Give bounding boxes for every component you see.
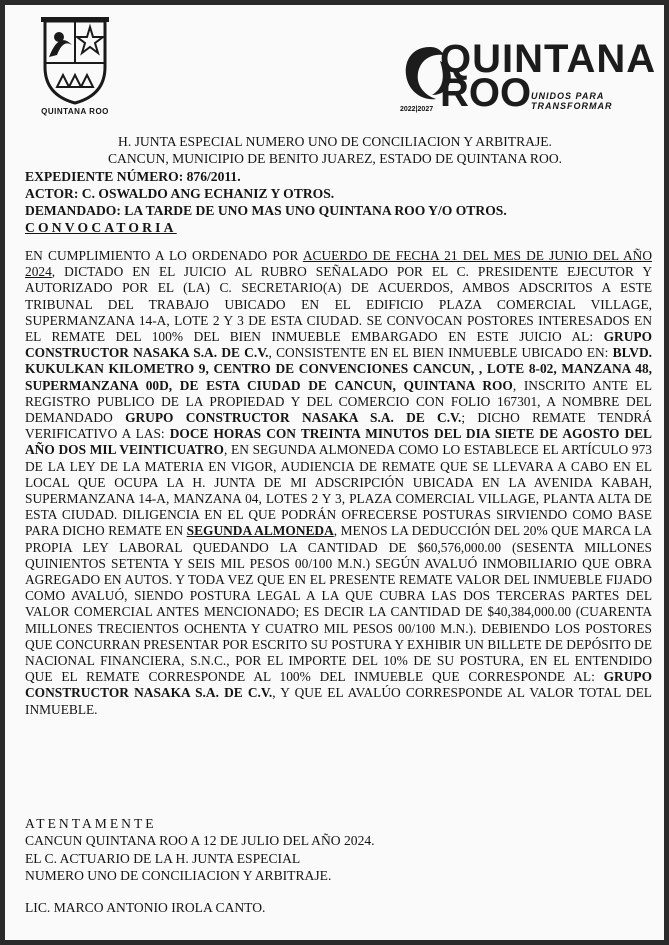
demandado-line: DEMANDADO: LA TARDE DE UNO MAS UNO QUINTANA ROO Y/O OTROS.	[25, 203, 507, 218]
closing-block	[25, 815, 625, 884]
auction-time-bold: DOCE HORAS CON TREINTA MINUTOS DEL DIA SIETE DE AGOSTO DEL AÑO DOS MIL VEINTICUATRO	[25, 426, 652, 458]
body-text-segment: EN CUMPLIMIENTO A LO ORDENADO POR	[25, 248, 303, 263]
actor-line: ACTOR: C. OSWALDO ANG ECHANIZ Y OTROS.	[25, 186, 335, 201]
convocatoria-title: CONVOCATORIA	[25, 220, 177, 235]
brand-word-top: QUINTANA	[440, 37, 657, 81]
case-details	[25, 168, 655, 236]
brand-tagline-line-1: UNIDOS PARA	[531, 91, 605, 101]
brand-tagline	[531, 91, 613, 111]
signer-role-line-2: NUMERO UNO DE CONCILIACION Y ARBITRAJE.	[25, 867, 332, 883]
agreement-date-underlined: ACUERDO DE FECHA 21 DEL MES DE JUNIO DEL AÑO 2024	[25, 248, 652, 280]
body-text-segment: , EN SEGUNDA ALMONEDA COMO LO ESTABLECE EL ARTÍCULO 973 DE LA LEY DE LA MATERIA EN VIGOR, AUDIENCIA DE REMATE QUE SE LLEVARA A CABO EN EL LOCAL QUE OCUPA LA H. JUNTA DE MI ADSCRIPCIÓN UBICADA EN LA AVENIDA KABAH, SUPERMANZANA 14-A, MANZANA 04, LOTES 2 Y 3, PLAZA COMERCIAL VILLAGE, PLANTA ALTA DE ESTA CIUDAD. DILIGENCIA EN EL QUE PODRÁN OFRECERSE POSTURAS SIRVIENDO COMO BASE PARA DICHO REMATE EN	[25, 442, 652, 539]
atentamente-heading: ATENTAMENTE	[25, 816, 157, 831]
expediente-number: EXPEDIENTE NÚMERO: 876/2011.	[25, 169, 241, 184]
brand-tagline-line-2: TRANSFORMAR	[531, 101, 613, 111]
body-text-segment: ; DICHO REMATE TENDRÁ VERIFICATIVO A LAS:	[25, 410, 652, 442]
document-page	[5, 5, 664, 940]
body-text-segment: , Y QUE EL AVALÚO CORRESPONDE AL VALOR TOTAL DEL INMUEBLE.	[25, 685, 652, 717]
body-text-segment: , INSCRITO ANTE EL REGISTRO PUBLICO DE LA PROPIEDAD Y DEL COMERCIO CON FOLIO 167301, A NOMBRE DEL DEMANDADO	[25, 377, 652, 426]
property-address-bold: BLVD. KUKULKAN KILOMETRO 9, CENTRO DE CONVENCIONES CANCUN, , LOTE 8-02, MANZANA 48, SUPERMANZANA 00D, DE ESTA CIUDAD DE CANCUN, QUINTANA ROO	[25, 345, 652, 393]
body-text-segment: , MENOS LA DEDUCCIÓN DEL 20% QUE MARCA LA PROPIA LEY LABORAL QUEDANDO LA CANTIDAD DE $60,576,000.00 (SESENTA MILLONES QUINIENTOS SETENTA Y SEIS MIL PESOS 00/100 M.N.) SEGÚN AVALUÓ INMOBILIARIO QUE OBRA AGREGADO EN AUTOS. Y TODA VEZ QUE EN EL PRESENTE REMATE VALOR DEL INMUEBLE FIJADO COMO AVALUÓ, SIENDO POSTURA LEGAL A LA QUE CUBRA LAS DOS TERCERAS PARTES DEL VALOR COMERCIAL ANTES MENCIONADO; ES DECIR LA CANTIDAD DE $40,384,000.00 (CUARENTA MILLONES TRECIENTOS OCHENTA Y CUATRO MIL PESOS 00/100 M.N.). DEBIENDO LOS POSTORES QUE CONCURRAN PRESENTAR POR ESCRITO SU POSTURA Y EXHIBIR UN BILLETE DE DEPÓSITO DE NACIONAL FINANCIERA, S.N.C., POR EL IMPORTE DEL 10% DE SU POSTURA, EN EL ENTENDIDO QUE EL REMATE CORRESPONDE AL 100% DEL INMUEBLE QUE CORRESPONDE AL:	[25, 523, 652, 685]
brand-word-bottom: ROO	[440, 71, 532, 115]
body-text-segment: , CONSISTENTE EN EL BIEN INMUEBLE UBICADO EN:	[268, 345, 613, 361]
signer-role-line-1: EL C. ACTUARIO DE LA H. JUNTA ESPECIAL	[25, 850, 301, 866]
header-line-2: CANCUN, MUNICIPIO DE BENITO JUAREZ, ESTADO DE QUINTANA ROO.	[107, 151, 563, 166]
signer-name: LIC. MARCO ANTONIO IROLA CANTO.	[25, 900, 266, 915]
brand-years: 2022|2027	[400, 106, 434, 113]
header-line-1: H. JUNTA ESPECIAL NUMERO UNO DE CONCILIACION Y ARBITRAJE.	[118, 134, 552, 149]
quintana-roo-brand-logo	[400, 37, 657, 119]
segunda-almoneda-underlined: SEGUNDA ALMONEDA	[186, 523, 334, 539]
shield-icon	[39, 17, 111, 105]
company-name-bold: GRUPO CONSTRUCTOR NASAKA S.A. DE C.V.	[25, 329, 652, 361]
company-name-bold: GRUPO CONSTRUCTOR NASAKA S.A. DE C.V.	[125, 410, 462, 426]
tribunal-header	[25, 133, 645, 167]
convocatoria-body	[25, 248, 652, 718]
state-coat-of-arms-logo	[25, 17, 125, 127]
body-text-segment: , DICTADO EN EL JUICIO AL RUBRO SEÑALADO POR EL C. PRESIDENTE EJECUTOR Y AUTORIZADO POR EL (LA) C. SECRETARIO(A) DE ACUERDOS, AMBOS ADSCRITOS A ESTE TRIBUNAL DEL TRABAJO UBICADO EN EL EDIFICIO PLAZA COMERCIAL VILLAGE, SUPERMANZANA 14-A, LOTE 2 Y 3 DE ESTA CIUDAD. SE CONVOCAN POSTORES INTERESADOS EN EL REMATE DEL 100% DEL BIEN INMUEBLE EMBARGADO EN ESTE JUICIO AL:	[25, 264, 652, 345]
place-and-date: CANCUN QUINTANA ROO A 12 DE JULIO DEL AÑO 2024.	[25, 833, 375, 849]
company-name-bold: GRUPO CONSTRUCTOR NASAKA S.A. DE C.V.	[25, 669, 652, 701]
state-logo-caption: QUINTANA ROO	[41, 107, 109, 116]
